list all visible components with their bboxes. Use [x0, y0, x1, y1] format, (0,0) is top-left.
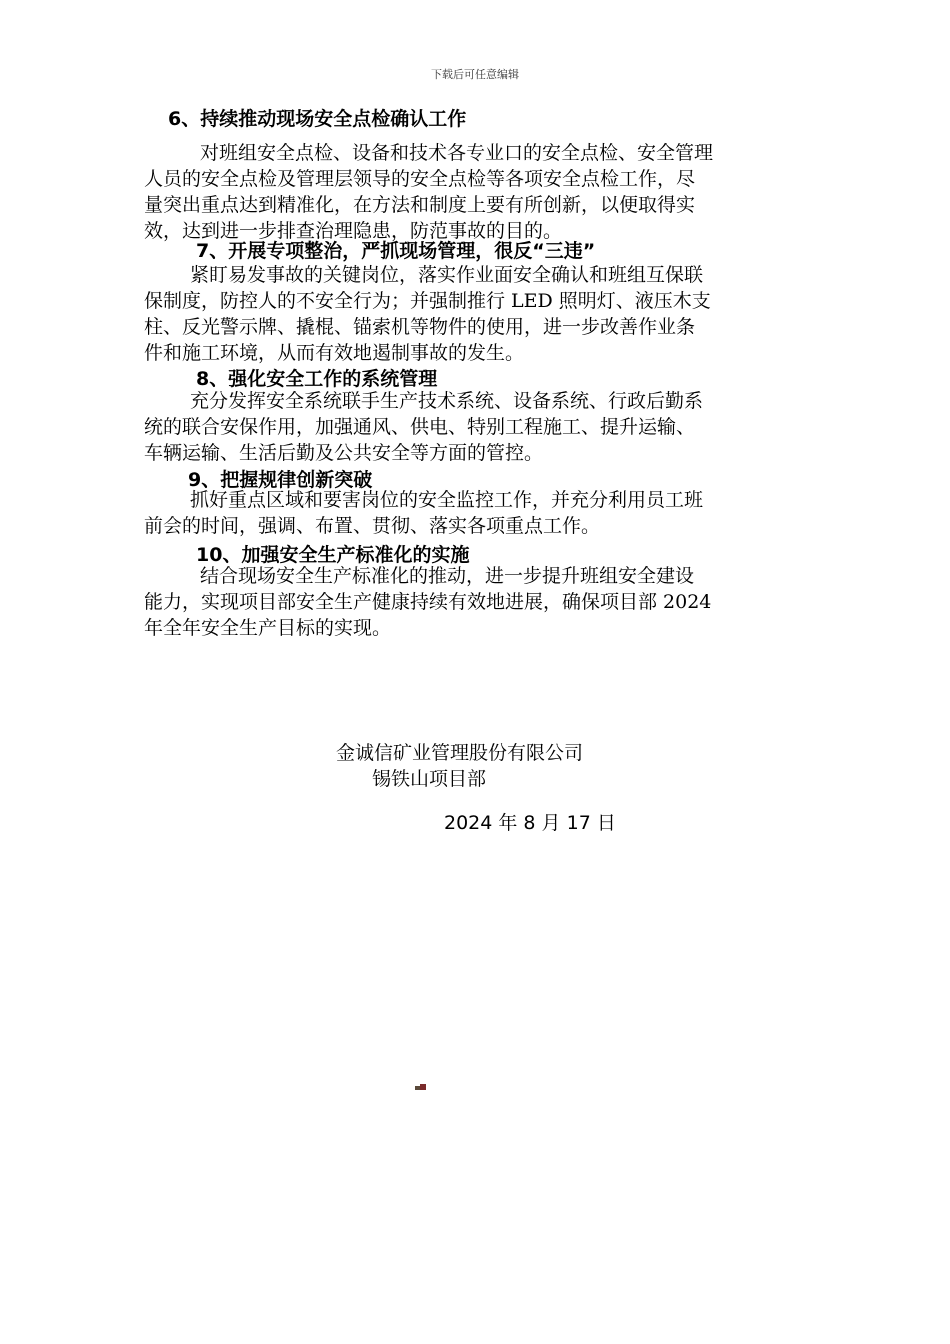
header-note: 下载后可任意编辑 [431, 68, 519, 81]
body-line: 结合现场安全生产标准化的推动，进一步提升班组安全建设 [200, 565, 695, 587]
body-line: 对班组安全点检、设备和技术各专业口的安全点检、安全管理 [200, 142, 714, 164]
section-body-10 [144, 563, 711, 641]
decorative-mark-icon [415, 1084, 426, 1090]
section-heading-9: 9、把握规律创新突破 [188, 469, 373, 491]
body-line: 统的联合安保作用，加强通风、供电、特别工程施工、提升运输、 [144, 416, 696, 438]
section-heading-10: 10、加强安全生产标准化的实施 [196, 544, 470, 566]
section-heading-6: 6、持续推动现场安全点检确认工作 [168, 108, 467, 130]
body-line: 柱、反光警示牌、撬棍、锚索机等物件的使用，进一步改善作业条 [144, 316, 696, 338]
section-body-9 [144, 487, 703, 539]
body-line: 紧盯易发事故的关键岗位，落实作业面安全确认和班组互保联 [190, 264, 704, 286]
body-line: 能力，实现项目部安全生产健康持续有效地进展，确保项目部 2024 [144, 591, 712, 613]
section-body-7 [144, 262, 711, 366]
body-line: 充分发挥安全系统联手生产技术系统、设备系统、行政后勤系 [190, 390, 704, 412]
body-line: 抓好重点区域和要害岗位的安全监控工作，并充分利用员工班 [190, 489, 704, 511]
body-line: 件和施工环境，从而有效地遏制事故的发生。 [144, 342, 525, 364]
body-line: 车辆运输、生活后勤及公共安全等方面的管控。 [144, 442, 544, 464]
signature-company: 金诚信矿业管理股份有限公司 [336, 742, 584, 764]
body-line: 前会的时间，强调、布置、贯彻、落实各项重点工作。 [144, 515, 601, 537]
section-heading-8: 8、强化安全工作的系统管理 [196, 368, 438, 390]
body-line: 量突出重点达到精准化，在方法和制度上要有所创新，以便取得实 [144, 194, 696, 216]
section-body-8 [144, 388, 703, 466]
body-line: 效，达到进一步排查治理隐患，防范事故的目的。 [144, 220, 563, 242]
signature-department: 锡铁山项目部 [372, 768, 487, 790]
body-line: 年全年安全生产目标的实现。 [144, 617, 392, 639]
section-body-6 [144, 140, 713, 244]
signature-date: 2024 年 8 月 17 日 [444, 812, 616, 834]
body-line: 保制度，防控人的不安全行为；并强制推行 LED 照明灯、液压木支 [144, 290, 711, 312]
section-heading-7: 7、开展专项整治，严抓现场管理，很反“三违” [196, 240, 596, 262]
body-line: 人员的安全点检及管理层领导的安全点检等各项安全点检工作，尽 [144, 168, 696, 190]
